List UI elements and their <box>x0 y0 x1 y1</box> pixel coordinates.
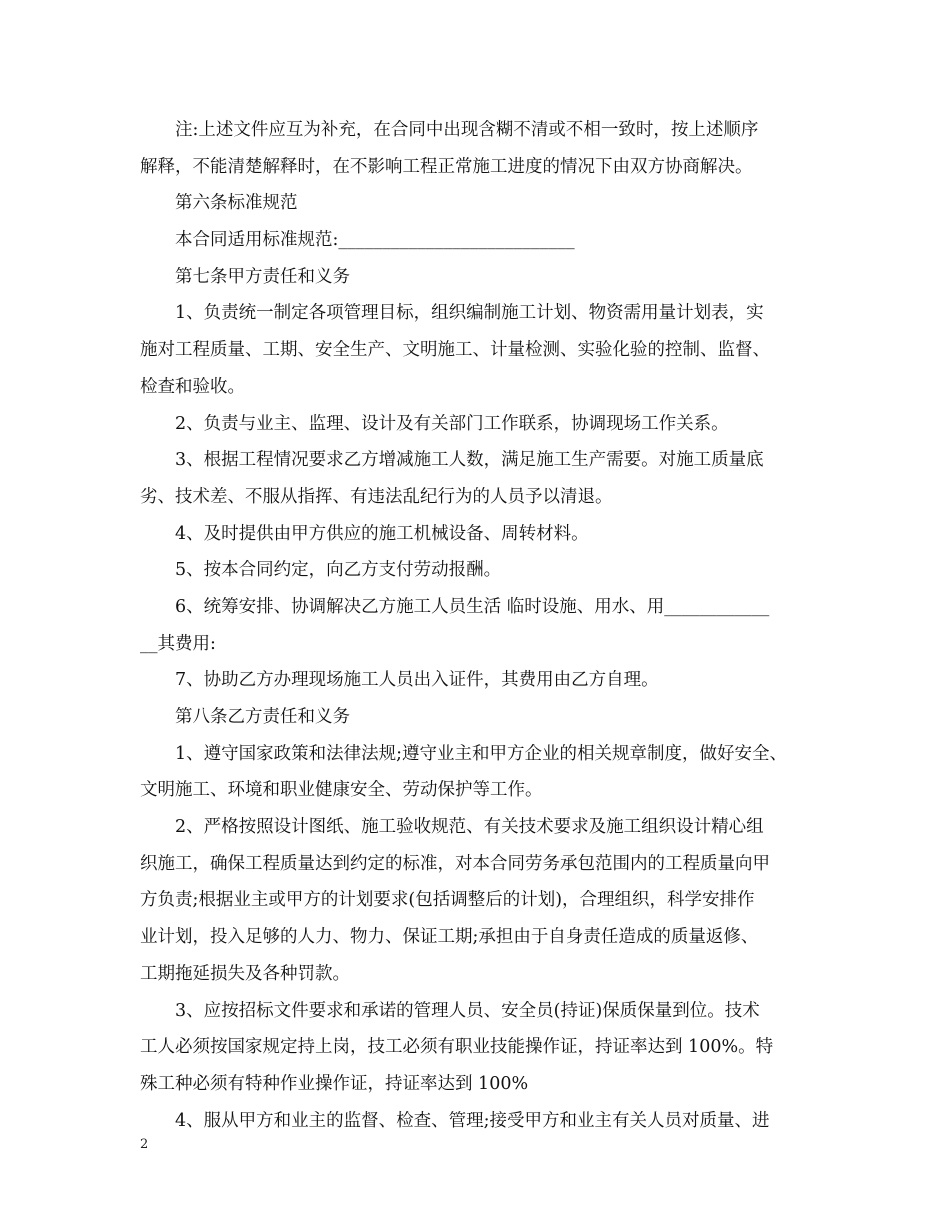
text-line: 2、负责与业主、监理、设计及有关部门工作联系，协调现场工作关系。 <box>175 413 729 434</box>
text-line: 第七条甲方责任和义务 <box>175 266 350 287</box>
text-line: 检查和验收。 <box>140 376 245 397</box>
text-line: 1、负责统一制定各项管理目标，组织编制施工计划、物资需用量计划表，实 <box>175 303 764 324</box>
text-line: 文明施工、环境和职业健康安全、劳动保护等工作。 <box>140 780 543 801</box>
text-line: 工人必须按国家规定持上岗，技工必须有职业技能操作证，持证率达到 100%。特 <box>140 1037 774 1058</box>
text-line: 第八条乙方责任和义务 <box>175 707 350 727</box>
text-line: 解释，不能清楚解释时，在不影响工程正常施工进度的情况下由双方协商解决。 <box>140 156 753 177</box>
text-line: 3、根据工程情况要求乙方增减施工人数，满足施工生产需要。对施工质量底 <box>175 450 764 471</box>
text-line: 本合同适用标准规范:___________________________ <box>175 230 575 251</box>
text-line: 2、严格按照设计图纸、施工验收规范、有关技术要求及施工组织设计精心组 <box>175 817 764 838</box>
text-line: 殊工种必须有特种作业操作证，持证率达到 100% <box>140 1073 529 1094</box>
text-line: 劣、技术差、不服从指挥、有违法乱纪行为的人员予以清退。 <box>140 486 613 507</box>
text-line: 注:上述文件应互为补充，在合同中出现含糊不清或不相一致时，按上述顺序 <box>175 120 759 140</box>
text-line: 4、服从甲方和业主的监督、检查、管理;接受甲方和业主有关人员对质量、进 <box>175 1110 770 1131</box>
text-line: 3、应按招标文件要求和承诺的管理人员、安全员(持证)保质保量到位。技术 <box>175 1000 760 1021</box>
document-body <box>140 112 812 1139</box>
text-line: 5、按本合同约定，向乙方支付劳动报酬。 <box>175 560 502 581</box>
text-line: 施对工程质量、工期、安全生产、文明施工、计量检测、实验化验的控制、监督、 <box>140 340 770 361</box>
page-number: 2 <box>140 1137 149 1152</box>
text-line: 业计划，投入足够的人力、物力、保证工期;承担由于自身责任造成的质量返修、 <box>140 927 759 948</box>
text-line: 方负责;根据业主或甲方的计划要求(包括调整后的计划)，合理组织，科学安排作 <box>140 890 755 911</box>
text-line: 4、及时提供由甲方供应的施工机械设备、周转材料。 <box>175 523 589 544</box>
text-line: 织施工，确保工程质量达到约定的标准，对本合同劳务承包范围内的工程质量向甲 <box>140 853 770 874</box>
text-line: 第六条标准规范 <box>175 193 298 214</box>
text-line: 1、遵守国家政策和法律法规;遵守业主和甲方企业的相关规章制度，做好安全、 <box>175 743 788 764</box>
text-line: 6、统筹安排、协调解决乙方施工人员生活 临时设施、用水、用____________ <box>175 596 770 617</box>
text-line: __其费用: <box>140 633 216 654</box>
text-line: 7、协助乙方办理现场施工人员出入证件，其费用由乙方自理。 <box>175 670 659 691</box>
text-line: 工期拖延损失及各种罚款。 <box>140 963 350 984</box>
